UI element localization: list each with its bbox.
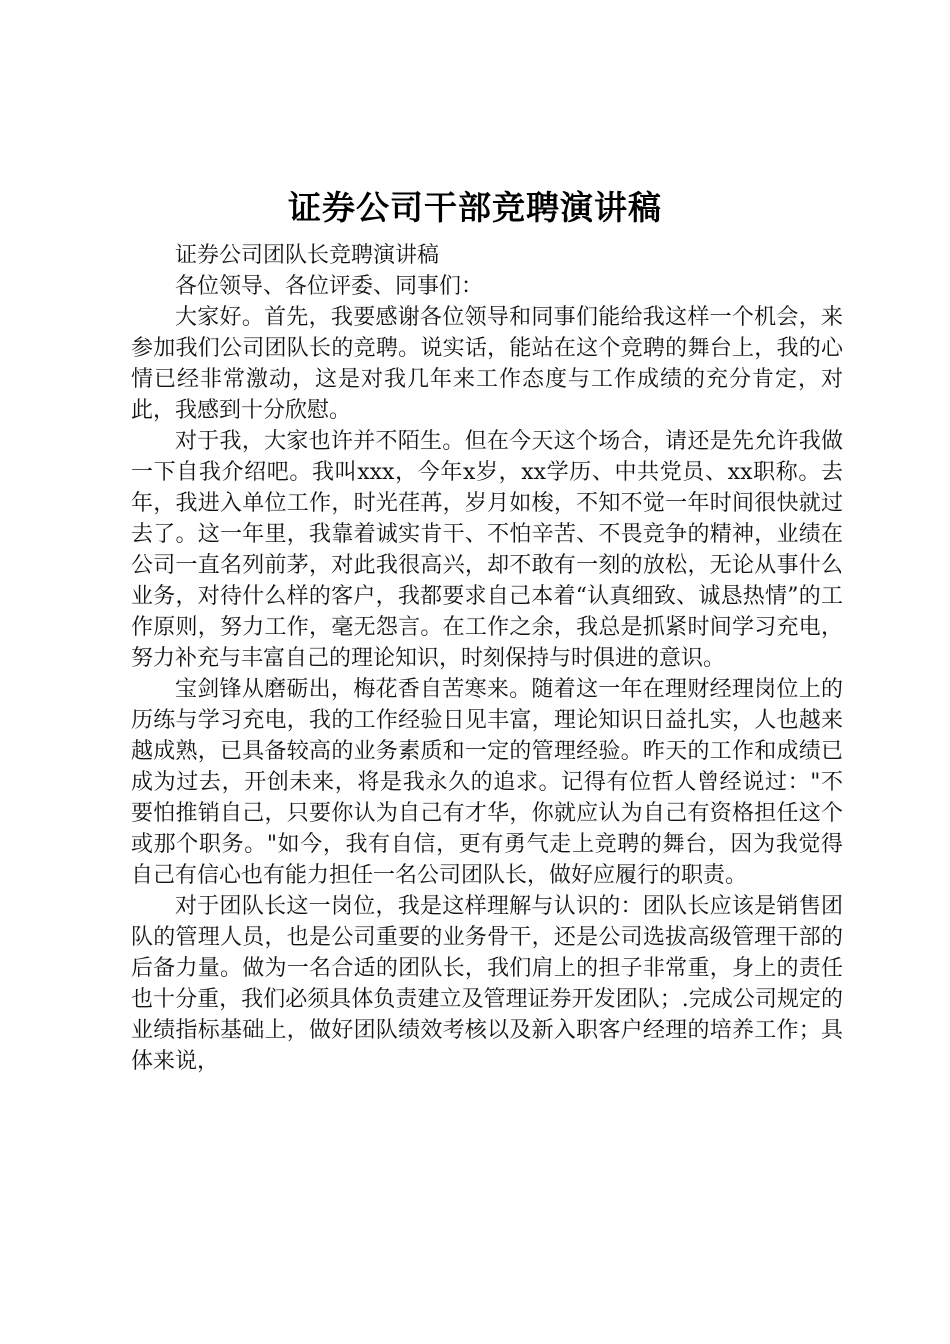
paragraph-opening: 大家好。首先，我要感谢各位领导和同事们能给我这样一个机会，来参加我们公司团队长的竞聘。说实话，能站在这个竞聘的舞台上，我的心情已经非常激动，这是对我几年来工作态度与工作成绩的充分肯定，对此，我感到十分欣慰。 bbox=[131, 305, 843, 423]
salutation: 各位领导、各位评委、同事们： bbox=[175, 274, 484, 299]
document-title: 证券公司干部竞聘演讲稿 bbox=[288, 188, 662, 227]
paragraph-role-understanding: 对于团队长这一岗位，我是这样理解与认识的：团队长应该是销售团队的管理人员，也是公司重要的业务骨干，还是公司选拔高级管理干部的后备力量。做为一名合适的团队长，我们肩上的担子非常重，身上的责任也十分重，我们必须具体负责建立及管理证券开发团队；.完成公司规定的业绩指标基础上，做好团队绩效考核以及新入职客户经理的培养工作；具体来说， bbox=[131, 894, 843, 1074]
paragraph-experience: 宝剑锋从磨砺出，梅花香自苦寒来。随着这一年在理财经理岗位上的历练与学习充电，我的工作经验日见丰富，理论知识日益扎实，人也越来越成熟，已具备较高的业务素质和一定的管理经验。昨天的工作和成绩已成为过去，开创未来，将是我永久的追求。记得有位哲人曾经说过："不要怕推销自己，只要你认为自己有才华，你就应认为自己有资格担任这个或那个职务。"如今，我有自信，更有勇气走上竞聘的舞台，因为我觉得自己有信心也有能力担任一名公司团队长，做好应履行的职责。 bbox=[131, 677, 843, 888]
document-body bbox=[131, 240, 843, 1077]
paragraph-self-introduction: 对于我，大家也许并不陌生。但在今天这个场合，请还是先允许我做一下自我介绍吧。我叫xxx，今年x岁，xx学历、中共党员、xx职称。去年，我进入单位工作，时光荏苒，岁月如梭，不知不觉一年时间很快就过去了。这一年里，我靠着诚实肯干、不怕辛苦、不畏竞争的精神，业绩在公司一直名列前茅，对此我很高兴，却不敢有一刻的放松，无论从事什么业务，对待什么样的客户，我都要求自己本着“认真细致、诚恳热情”的工作原则，努力工作，毫无怨言。在工作之余，我总是抓紧时间学习充电，努力补充与丰富自己的理论知识，时刻保持与时俱进的意识。 bbox=[131, 429, 843, 671]
subtitle-line: 证券公司团队长竞聘演讲稿 bbox=[175, 243, 440, 268]
